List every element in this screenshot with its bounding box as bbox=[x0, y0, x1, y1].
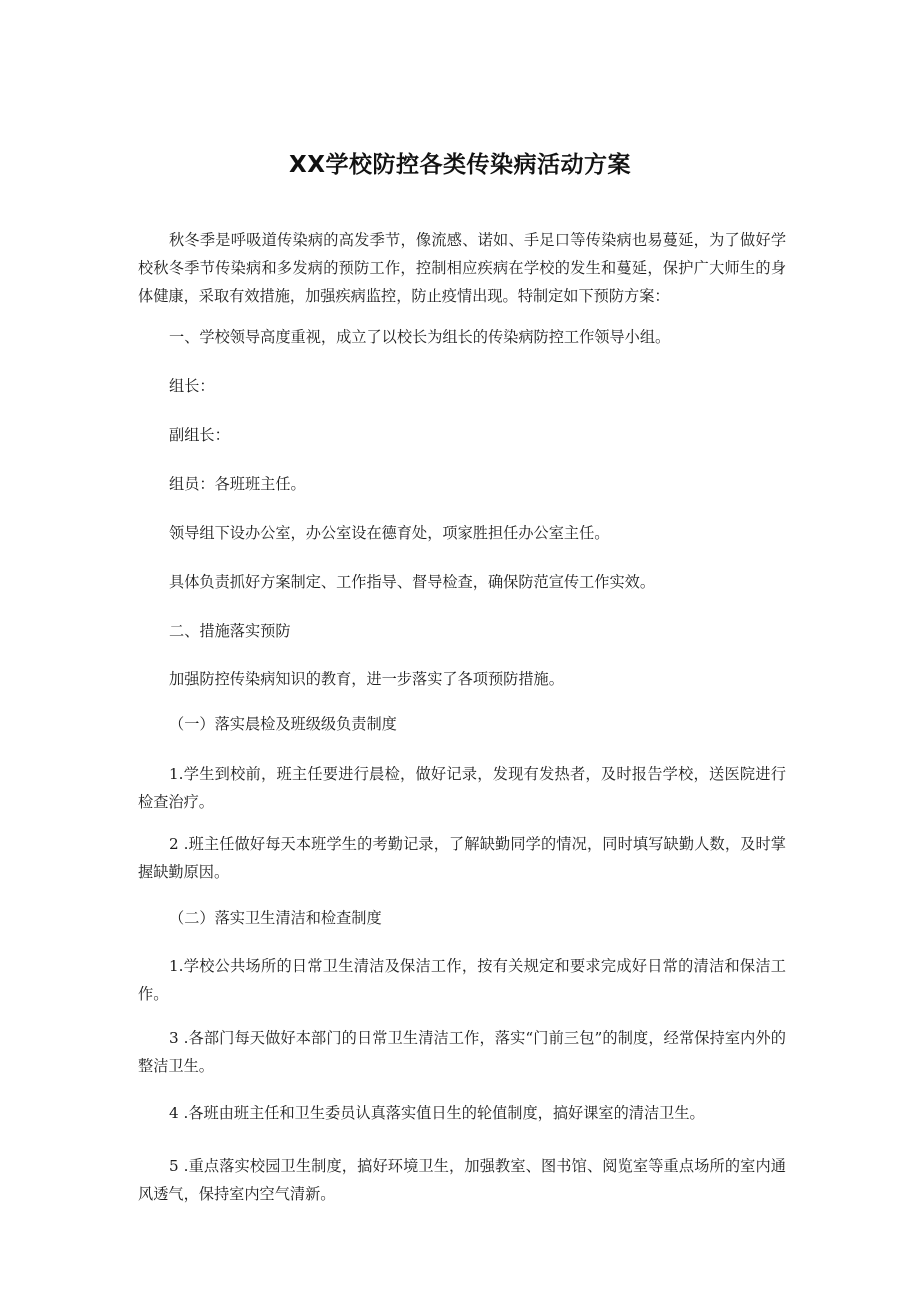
office-paragraph: 领导组下设办公室，办公室设在德育处，项家胜担任办公室主任。 bbox=[169, 524, 610, 542]
list-item: 5 .重点落实校园卫生制度，搞好环境卫生，加强教室、图书馆、阅览室等重点场所的室内通风透气，保持室内空气清新。 bbox=[138, 1157, 786, 1203]
list-item: 1.学生到校前，班主任要进行晨检，做好记录，发现有发热者，及时报告学校，送医院进行检查治疗。 bbox=[138, 765, 786, 811]
list-item: 2 .班主任做好每天本班学生的考勤记录，了解缺勤同学的情况，同时填写缺勤人数，及时掌握缺勤原因。 bbox=[138, 835, 786, 881]
deputy-leader-line: 副组长： bbox=[169, 426, 230, 444]
team-leader-line: 组长： bbox=[169, 377, 215, 395]
list-item: 1.学校公共场所的日常卫生清洁及保洁工作，按有关规定和要求完成好日常的清洁和保洁工作。 bbox=[138, 957, 786, 1003]
education-paragraph: 加强防控传染病知识的教育，进一步落实了各项预防措施。 bbox=[169, 670, 564, 688]
subsection-heading-2: （二）落实卫生清洁和检查制度 bbox=[169, 909, 382, 927]
list-item: 4 .各班由班主任和卫生委员认真落实值日生的轮值制度，搞好课室的清洁卫生。 bbox=[169, 1104, 705, 1122]
responsibility-paragraph: 具体负责抓好方案制定、工作指导、督导检查，确保防范宣传工作实效。 bbox=[169, 573, 655, 591]
list-item: 3 .各部门每天做好本部门的日常卫生清洁工作，落实“门前三包”的制度，经常保持室内外的整洁卫生。 bbox=[138, 1029, 786, 1075]
section-heading-1: 一、学校领导高度重视，成立了以校长为组长的传染病防控工作领导小组。 bbox=[169, 328, 671, 346]
intro-paragraph: 秋冬季是呼吸道传染病的高发季节，像流感、诺如、手足口等传染病也易蔓延，为了做好学校秋冬季节传染病和多发病的预防工作，控制相应疾病在学校的发生和蔓延，保护广大师生的身体健康，采取有效措施，加强疾病监控，防止疫情出现。特制定如下预防方案： bbox=[138, 231, 786, 305]
section-heading-2: 二、措施落实预防 bbox=[169, 622, 291, 640]
document-title: XX学校防控各类传染病活动方案 bbox=[289, 152, 631, 178]
team-members-line: 组员：各班班主任。 bbox=[169, 475, 306, 493]
subsection-heading-1: （一）落实晨检及班级级负责制度 bbox=[169, 715, 397, 733]
